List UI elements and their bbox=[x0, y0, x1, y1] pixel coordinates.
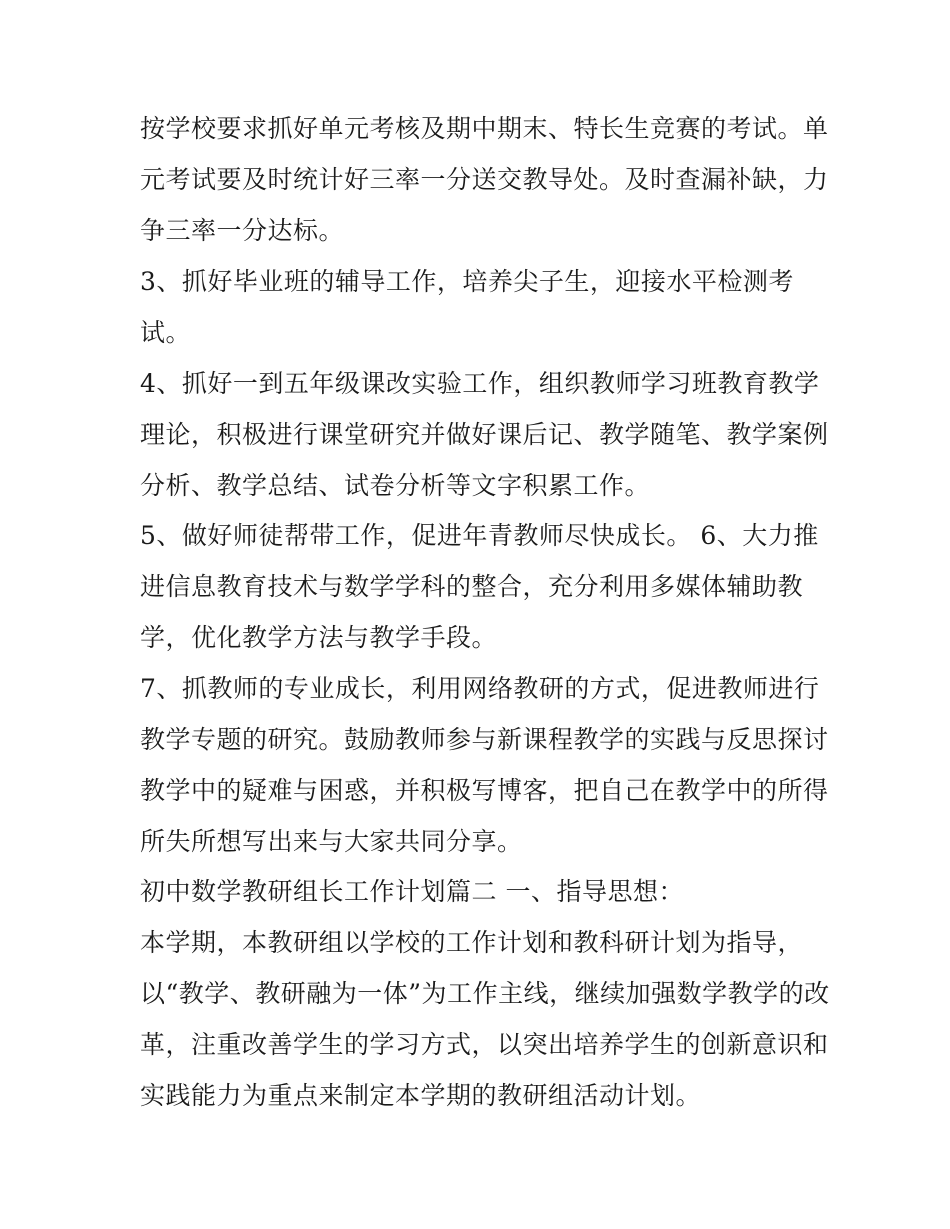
text-line: 进信息教育技术与数学学科的整合，充分利用多媒体辅助教 bbox=[140, 572, 804, 601]
text-line: 7、抓教师的专业成长，利用网络教研的方式，促进教师进行 bbox=[140, 674, 820, 703]
text-line: 理论，积极进行课堂研究并做好课后记、教学随笔、教学案例 bbox=[140, 420, 829, 449]
text-line: 争三率一分达标。 bbox=[140, 216, 345, 245]
text-line: 以“教学、教研融为一体”为工作主线，继续加强数学教学的改 bbox=[140, 979, 830, 1008]
text-line: 本学期，本教研组以学校的工作计划和教科研计划为指导， bbox=[140, 928, 804, 957]
text-line: 所失所想写出来与大家共同分享。 bbox=[140, 827, 523, 856]
text-line: 教学专题的研究。鼓励教师参与新课程教学的实践与反思探讨 bbox=[140, 725, 829, 754]
text-line: 革，注重改善学生的学习方式，以突出培养学生的创新意识和 bbox=[140, 1030, 829, 1059]
text-line: 分析、教学总结、试卷分析等文字积累工作。 bbox=[140, 471, 651, 500]
text-line: 实践能力为重点来制定本学期的教研组活动计划。 bbox=[140, 1081, 702, 1110]
text-line: 教学中的疑难与困惑，并积极写博客，把自己在教学中的所得 bbox=[140, 776, 829, 805]
text-line: 3、抓好毕业班的辅导工作，培养尖子生，迎接水平检测考 bbox=[140, 267, 794, 296]
text-line: 按学校要求抓好单元考核及期中期末、特长生竞赛的考试。单 bbox=[140, 114, 829, 143]
text-line: 初中数学教研组长工作计划篇二 一、指导思想： bbox=[140, 877, 684, 906]
text-line: 学，优化教学方法与教学手段。 bbox=[140, 623, 498, 652]
text-line: 试。 bbox=[140, 318, 192, 347]
text-line: 元考试要及时统计好三率一分送交教导处。及时查漏补缺，力 bbox=[140, 165, 829, 194]
text-line: 4、抓好一到五年级课改实验工作，组织教师学习班教育教学 bbox=[140, 369, 820, 398]
text-line: 5、做好师徒帮带工作，促进年青教师尽快成长。 6、大力推 bbox=[140, 521, 819, 550]
